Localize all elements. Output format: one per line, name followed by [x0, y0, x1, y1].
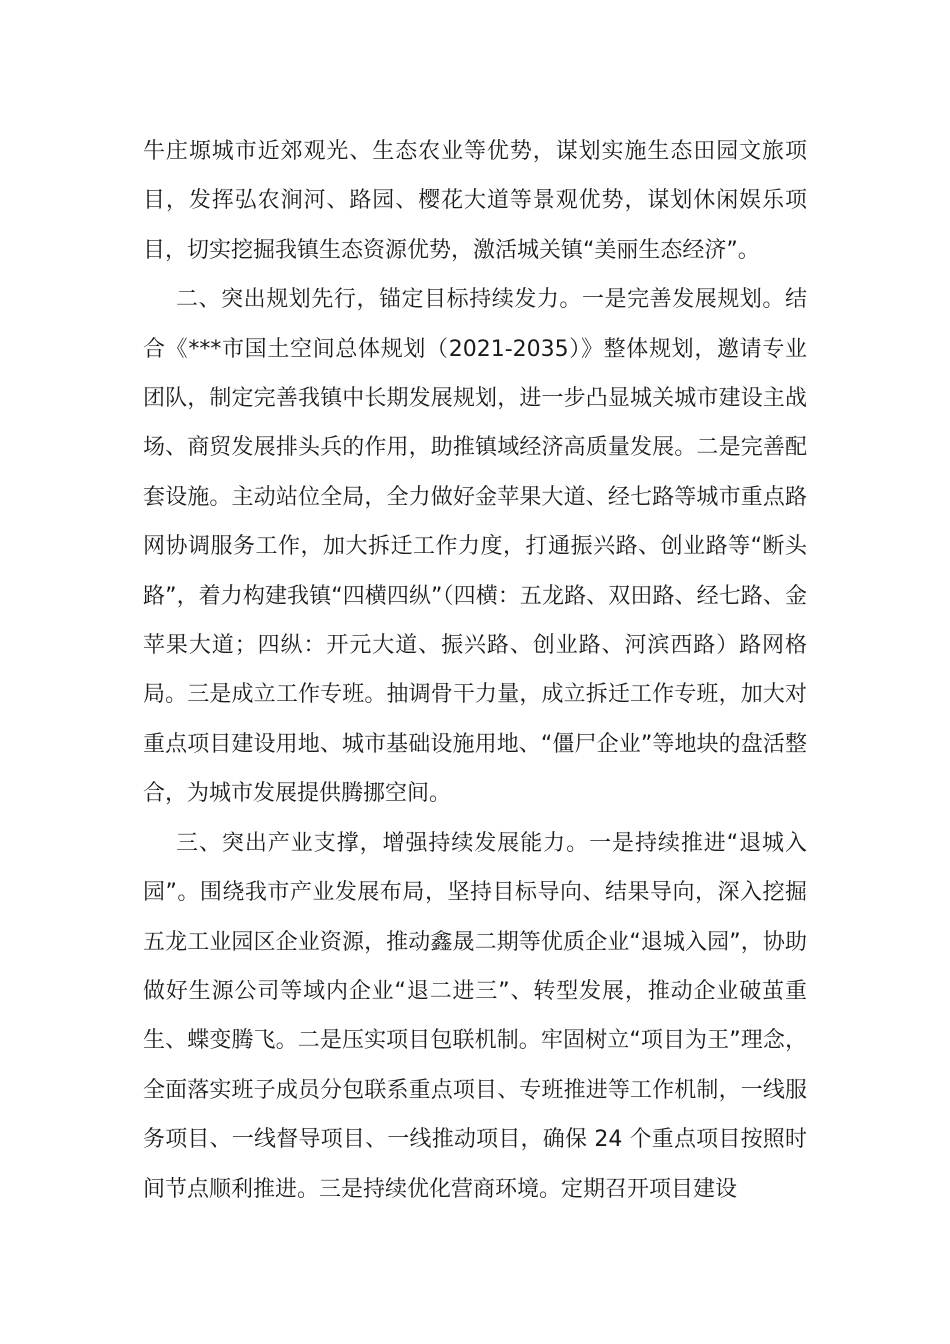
paragraph-planning-first: 二、突出规划先行，锚定目标持续发力。一是完善发展规划。结合《***市国土空间总体规划（2021-2035）》整体规划，邀请专业团队，制定完善我镇中长期发展规划，进一步凸显城关城市建设主战场、商贸发展排头兵的作用，助推镇域经济高质量发展。二是完善配套设施。主动站位全局，全力做好金苹果大道、经七路等城市重点路网协调服务工作，加大拆迁工作力度，打通振兴路、创业路等“断头路”，着力构建我镇“四横四纵”（四横：五龙路、双田路、经七路、金苹果大道；四纵：开元大道、振兴路、创业路、河滨西路）路网格局。三是成立工作专班。抽调骨干力量，成立拆迁工作专班，加大对重点项目建设用地、城市基础设施用地、“僵尸企业”等地块的盘活整合，为城市发展提供腾挪空间。	[143, 287, 807, 807]
document-body	[143, 127, 807, 1214]
paragraph-industry-support: 三、突出产业支撑，增强持续发展能力。一是持续推进“退城入园”。围绕我市产业发展布局，坚持目标导向、结果导向，深入挖掘五龙工业园区企业资源，推动鑫晟二期等优质企业“退城入园”，协助做好生源公司等域内企业“退二进三”、转型发展，推动企业破茧重生、蝶变腾飞。二是压实项目包联机制。牢固树立“项目为王”理念，全面落实班子成员分包联系重点项目、专班推进等工作机制，一线服务项目、一线督导项目、一线推动项目，确保 24 个重点项目按照时间节点顺利推进。三是持续优化营商环境。定期召开项目建设	[143, 830, 807, 1202]
paragraph-continuation: 牛庄塬城市近郊观光、生态农业等优势，谋划实施生态田园文旅项目，发挥弘农涧河、路园、樱花大道等景观优势，谋划休闲娱乐项目，切实挖掘我镇生态资源优势，激活城关镇“美丽生态经济”。	[143, 139, 807, 263]
